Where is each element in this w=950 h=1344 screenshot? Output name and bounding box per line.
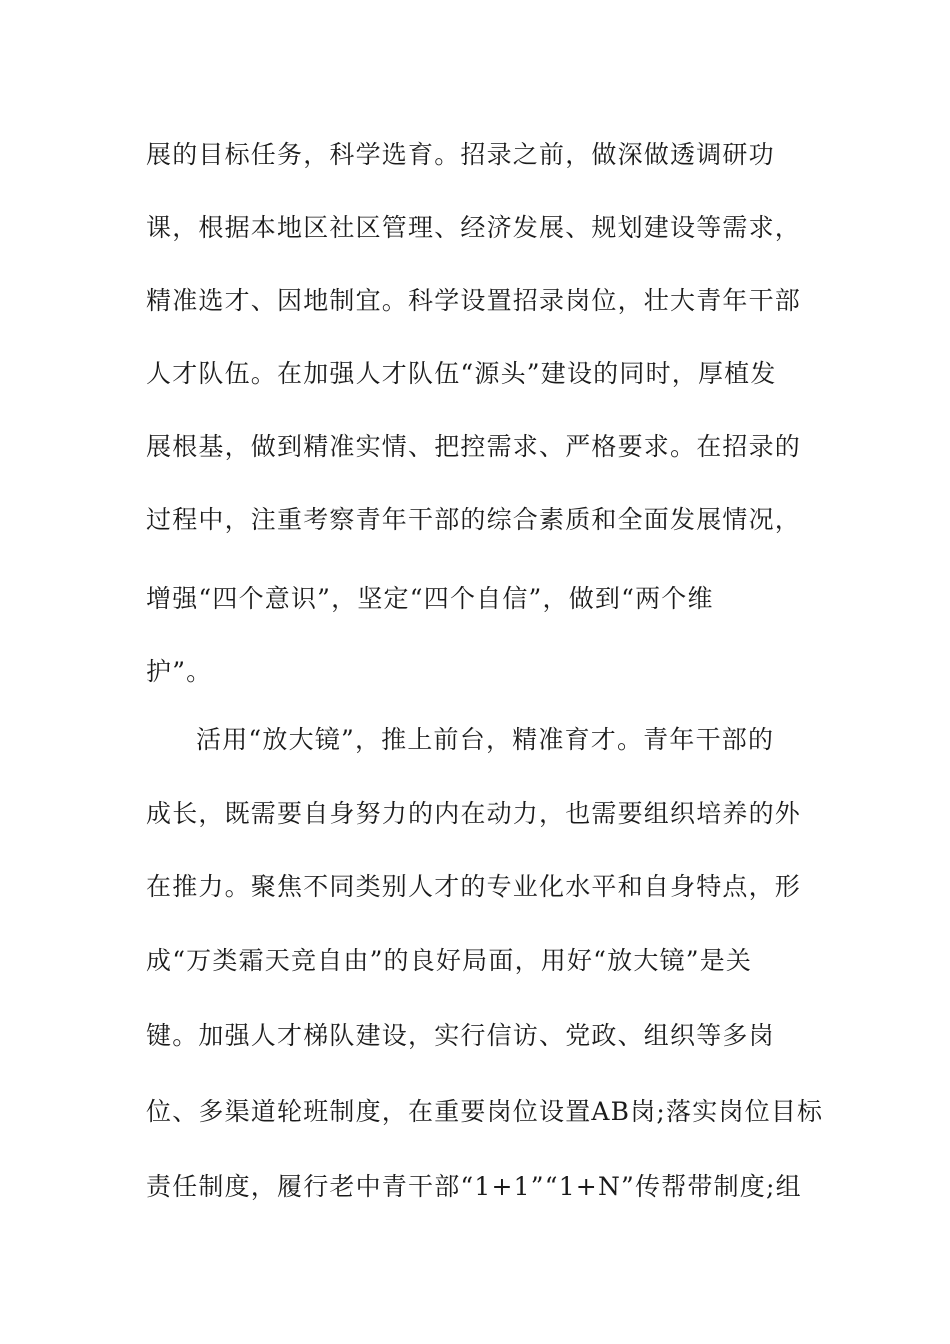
body-text-line: 过程中，注重考察青年干部的综合素质和全面发展情况， — [146, 505, 802, 534]
body-text-line: 人才队伍。在加强人才队伍“源头”建设的同时，厚植发 — [146, 359, 777, 388]
body-text-line: 课，根据本地区社区管理、经济发展、规划建设等需求， — [146, 213, 802, 242]
paragraph-first-line: 活用“放大镜”，推上前台，精准育才。青年干部的 — [196, 725, 775, 754]
body-text-line: 展的目标任务，科学选育。招录之前，做深做透调研功 — [146, 140, 775, 169]
body-text-line: 成长，既需要自身努力的内在动力，也需要组织培养的外 — [146, 799, 802, 828]
body-text-line: 责任制度，履行老中青干部“1+1”“1+N”传帮带制度;组 — [146, 1172, 802, 1201]
body-text-line: 展根基，做到精准实情、把控需求、严格要求。在招录的 — [146, 432, 802, 461]
body-text-line: 在推力。聚焦不同类别人才的专业化水平和自身特点，形 — [146, 872, 802, 901]
body-text-line: 键。加强人才梯队建设，实行信访、党政、组织等多岗 — [146, 1021, 775, 1050]
body-text-line: 精准选才、因地制宜。科学设置招录岗位，壮大青年干部 — [146, 286, 802, 315]
body-text-line: 护”。 — [146, 657, 213, 686]
body-text-line: 位、多渠道轮班制度，在重要岗位设置AB岗;落实岗位目标 — [146, 1097, 824, 1126]
body-text-line: 成“万类霜天竞自由”的良好局面，用好“放大镜”是关 — [146, 946, 753, 975]
body-text-line: 增强“四个意识”，坚定“四个自信”，做到“两个维 — [146, 584, 714, 613]
